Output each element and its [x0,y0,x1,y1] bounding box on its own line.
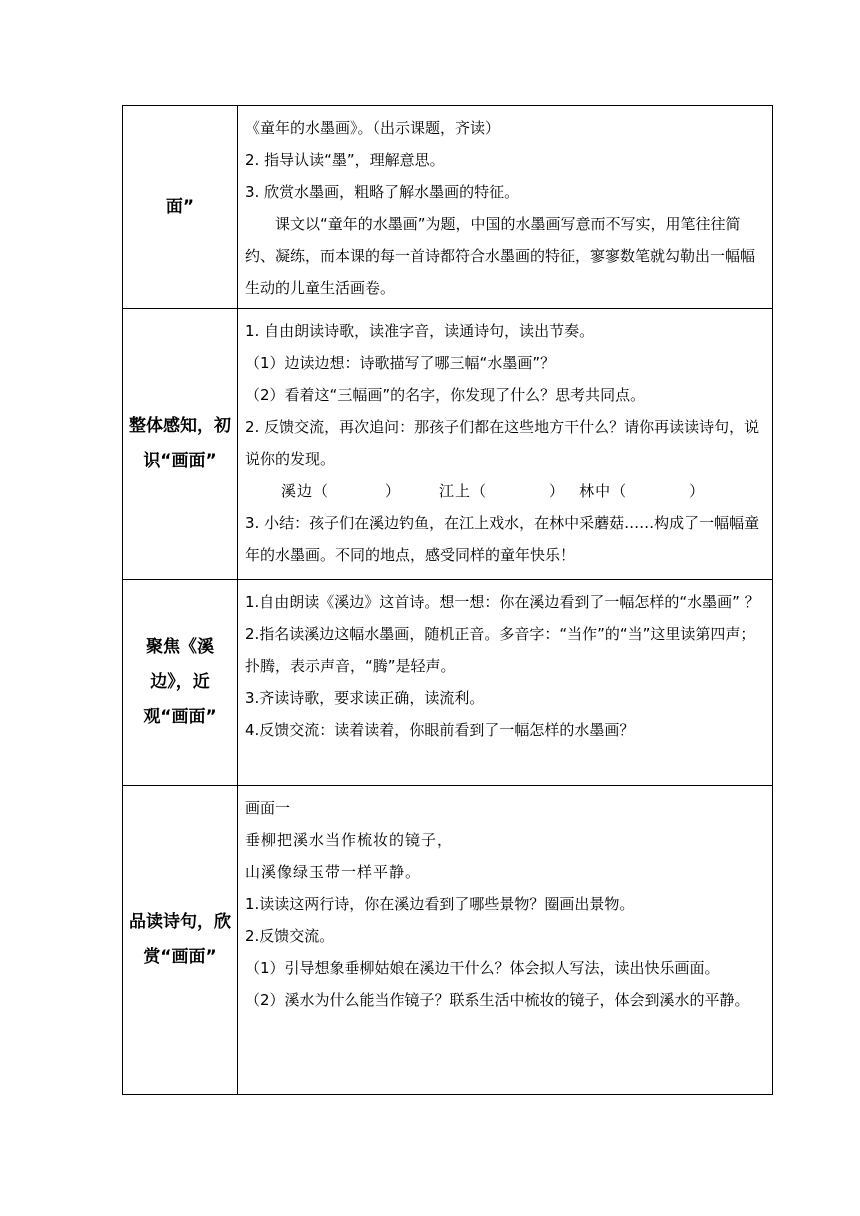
section-label-text: 聚焦《溪边》，近观“画面” [143,637,217,727]
content-paragraph: 1.自由朗读《溪边》这首诗。想一想：你在溪边看到了一幅怎样的“水墨画” ？ [245,593,760,611]
blank-open: 林中（ [579,482,628,500]
fill-in-blanks [245,475,766,507]
content-paragraph: 2.指名读溪边这幅水墨画，随机正音。多音字：“当作”的“当”这里读第四声；扑腾，表示声音，“腾”是轻声。 [245,625,756,675]
content-line: 画面一 [245,799,291,817]
blank-close: ） [385,482,402,500]
content-line: 3. 欣赏水墨画，粗略了解水墨画的特征。 [245,183,520,201]
content-line: 1.读读这两行诗，你在溪边看到了哪些景物？圈画出景物。 [245,895,635,913]
content-line: 2. 指导认读“墨”，理解意思。 [245,151,445,169]
table-row [123,786,773,1095]
lesson-plan-table [122,105,773,1095]
blank-open: 溪边（ [281,482,330,500]
section-label-text: 面” [165,196,195,217]
content-paragraph: 3. 小结：孩子们在溪边钓鱼，在江上戏水，在林中采蘑菇……构成了一幅幅童年的水墨画。不同的地点，感受同样的童年快乐！ [245,514,760,564]
content-line: 2.反馈交流。 [245,927,335,945]
content-line: 3.齐读诗歌，要求读正确，读流利。 [245,689,485,707]
poem-line: 垂柳把溪水当作梳妆的镜子， [245,831,454,849]
section-content [238,580,773,786]
blank-close: ） [689,482,706,500]
blank-close: ） [549,482,566,500]
table-row [123,580,773,786]
section-label [123,106,238,309]
table-row [123,309,773,580]
section-label [123,580,238,786]
section-label [123,786,238,1095]
section-content [238,106,773,309]
section-label-text: 品读诗句，欣赏“画面” [129,912,231,967]
content-paragraph: （2）溪水为什么能当作镜子？联系生活中梳妆的镜子，体会到溪水的平静。 [245,991,750,1009]
content-line: （1）边读边想：诗歌描写了哪三幅“水墨画”？ [245,354,556,372]
blank-open: 江上（ [439,482,488,500]
section-content [238,309,773,580]
content-paragraph: 2. 反馈交流，再次追问：那孩子们都在这些地方干什么？请你再读读诗句，说说你的发现。 [245,418,760,468]
section-label [123,309,238,580]
content-line: 1. 自由朗读诗歌，读准字音，读通诗句，读出节奏。 [245,322,595,340]
section-content [238,786,773,1095]
content-line: （2）看着这“三幅画”的名字，你发现了什么？思考共同点。 [245,386,646,404]
content-line: 4.反馈交流：读着读着，你眼前看到了一幅怎样的水墨画？ [245,721,635,739]
content-line: 《童年的水墨画》。（出示课题，齐读） [245,119,501,137]
section-label-text: 整体感知，初识“画面” [129,416,231,471]
content-paragraph: 课文以“童年的水墨画”为题，中国的水墨画写意而不写实，用笔往往简约、凝练，而本课的每一首诗都符合水墨画的特征，寥寥数笔就勾勒出一幅幅生动的儿童生活画卷。 [245,215,756,297]
content-paragraph: （1）引导想象垂柳姑娘在溪边干什么？体会拟人写法，读出快乐画面。 [245,959,720,977]
poem-line: 山溪像绿玉带一样平静。 [245,863,422,881]
table-row [123,106,773,309]
